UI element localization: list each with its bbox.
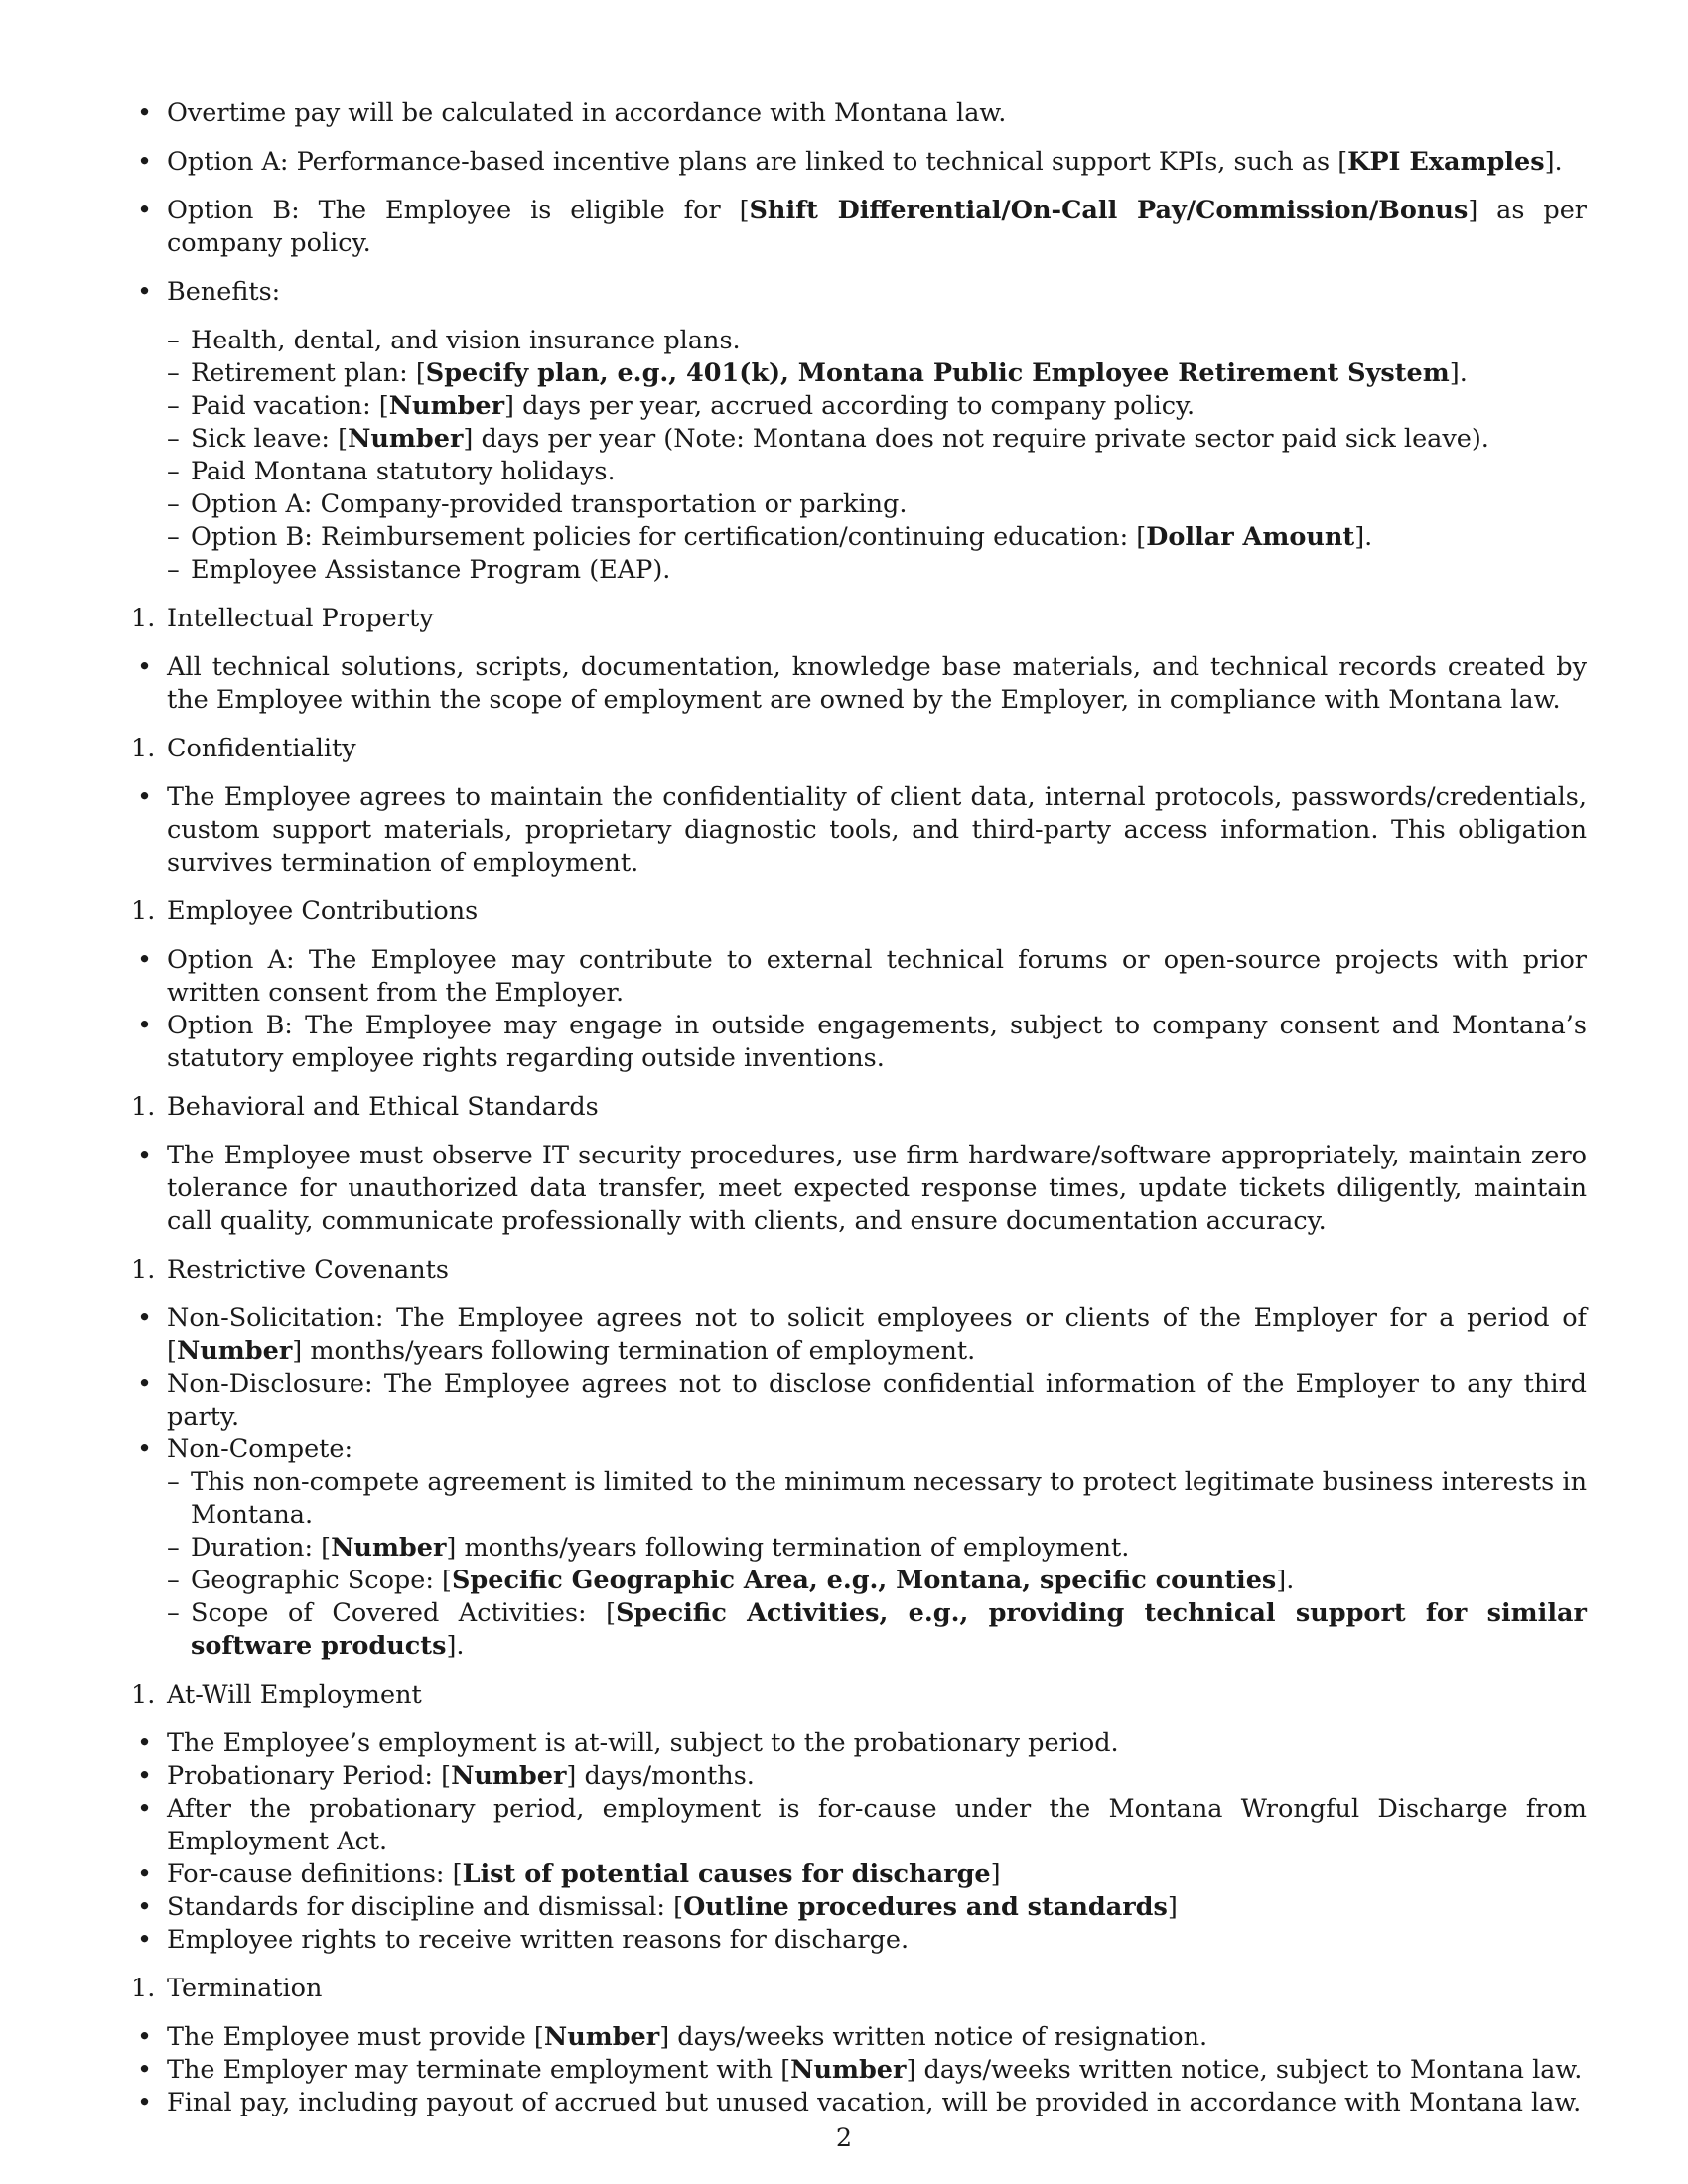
sublist-item: [131, 521, 1587, 554]
sublist-item: [131, 488, 1587, 521]
placeholder-field: Number: [331, 1533, 447, 1563]
text: ] months/years following termination of employment.: [446, 1533, 1130, 1563]
restrictive-list: [131, 1302, 1587, 1663]
sublist-item: [131, 1532, 1587, 1565]
sublist-item: [131, 390, 1587, 423]
compensation-list: [131, 97, 1587, 587]
at-will-group: [131, 1727, 1587, 1957]
text: Retirement plan: [: [191, 358, 426, 388]
benefits-label: Benefits:: [167, 277, 281, 307]
placeholder-field: Number: [176, 1336, 293, 1366]
list-item: [131, 944, 1587, 1010]
text: Option B: The Employee is eligible for [: [167, 196, 750, 225]
text: The Employee must observe IT security procedures, use firm hardware/software appropriately, maintain zero tolerance for unauthorized data transfer, meet expected response times, update tickets diligently, maintain call quality, communicate professionally with clients, and ensure documentation accuracy.: [167, 1141, 1587, 1236]
text: Paid Montana statutory holidays.: [191, 457, 616, 486]
section-number: 1.: [131, 1092, 156, 1122]
sublist-item: [131, 423, 1587, 456]
text: ] days/months.: [566, 1761, 755, 1791]
termination-list: [131, 2021, 1587, 2119]
section-title: Restrictive Covenants: [167, 1255, 449, 1285]
sublist-item: [131, 357, 1587, 390]
page-number: 2: [835, 2123, 853, 2153]
overtime-text: Overtime pay will be calculated in accordance with Montana law.: [167, 98, 1007, 128]
sublist-item: [131, 456, 1587, 488]
section-number: 1.: [131, 604, 156, 633]
placeholder-field: Specific Geographic Area, e.g., Montana, specific counties: [451, 1566, 1277, 1595]
section-heading-restrictive: [131, 1254, 1587, 1287]
text: The Employee must provide [: [167, 2022, 544, 2052]
section-heading-behavioral: [131, 1091, 1587, 1124]
text: ].: [1354, 522, 1373, 552]
at-will-list: [131, 1727, 1587, 1957]
section-number: 1.: [131, 896, 156, 926]
text: ] days/weeks written notice of resignation.: [659, 2022, 1208, 2052]
text: The Employee agrees to maintain the confidentiality of client data, internal protocols, passwords/credentials, custom support materials, proprietary diagnostic tools, and third-party access information. This obligation survives termination of employment.: [167, 782, 1587, 878]
list-item: [131, 2087, 1587, 2119]
placeholder-field: Shift Differential/On-Call Pay/Commission/Bonus: [749, 196, 1469, 225]
text: ].: [1449, 358, 1468, 388]
text: Standards for discipline and dismissal: [: [167, 1892, 684, 1922]
text: Non-Disclosure: The Employee agrees not to disclose confidential information of the Employer to any third party.: [167, 1369, 1587, 1432]
section-title: Confidentiality: [167, 734, 356, 763]
text: ].: [446, 1631, 465, 1661]
placeholder-field: List of potential causes for discharge: [462, 1859, 991, 1889]
sublist-item: [131, 1466, 1587, 1532]
text: Geographic Scope: [: [191, 1566, 452, 1595]
sublist-item: [131, 554, 1587, 587]
text: ].: [1544, 147, 1563, 177]
text: Duration: [: [191, 1533, 332, 1563]
page-content: [131, 97, 1587, 2119]
text: Non-Solicitation: The Employee agrees not to solicit employees or clients of the Employer for a period of [: [167, 1303, 1587, 1366]
list-item: [131, 1368, 1587, 1433]
sublist-item: [131, 1565, 1587, 1597]
section-title: Intellectual Property: [167, 604, 434, 633]
placeholder-field: Specific Activities, e.g., providing technical support for similar software products: [191, 1598, 1587, 1661]
section-heading-at-will: [131, 1679, 1587, 1711]
list-item: [131, 1727, 1587, 1760]
text: For-cause definitions: [: [167, 1859, 463, 1889]
placeholder-field: KPI Examples: [1347, 147, 1545, 177]
section-heading-contributions: [131, 895, 1587, 928]
restrictive-group: [131, 1302, 1587, 1663]
benefits-sublist: [167, 325, 1587, 587]
placeholder-field: Dollar Amount: [1146, 522, 1355, 552]
list-item: [131, 1924, 1587, 1957]
ip-list: [131, 651, 1587, 717]
list-item: [131, 1140, 1587, 1238]
text: Probationary Period: [: [167, 1761, 452, 1791]
text: Option B: The Employee may engage in outside engagements, subject to company consent and Montana’s statutory employee rights regarding outside inventions.: [167, 1011, 1587, 1073]
placeholder-field: Number: [451, 1761, 567, 1791]
text: After the probationary period, employment is for-cause under the Montana Wrongful Discharge from Employment Act.: [167, 1794, 1587, 1856]
list-item: [131, 1891, 1587, 1924]
text: ] as per company policy.: [167, 196, 1587, 258]
section-title: At-Will Employment: [167, 1680, 422, 1709]
text: ]: [990, 1859, 1001, 1889]
sublist-item: [131, 325, 1587, 357]
text: All technical solutions, scripts, documentation, knowledge base materials, and technical records created by the Employee within the scope of employment are owned by the Employer, in compliance with Montana law.: [167, 652, 1587, 715]
placeholder-field: Outline procedures and standards: [683, 1892, 1168, 1922]
list-item: [131, 146, 1587, 179]
text: ]: [1167, 1892, 1178, 1922]
placeholder-field: Number: [543, 2022, 660, 2052]
sublist-item: [131, 1597, 1587, 1663]
text: Option A: Company-provided transportation or parking.: [191, 489, 908, 519]
confidentiality-list: [131, 781, 1587, 880]
behavioral-list: [131, 1140, 1587, 1238]
text: Employee Assistance Program (EAP).: [191, 555, 671, 585]
noncompete-sublist: [167, 1466, 1587, 1663]
section-heading-ip: [131, 603, 1587, 635]
section-number: 1.: [131, 734, 156, 763]
list-item-benefits: [131, 276, 1587, 587]
list-item: [131, 1302, 1587, 1368]
text: Scope of Covered Activities: [: [191, 1598, 617, 1628]
text: Employee rights to receive written reasons for discharge.: [167, 1925, 910, 1955]
list-item: [131, 1858, 1587, 1891]
text: ].: [1276, 1566, 1295, 1595]
contributions-list: [131, 944, 1587, 1075]
text: The Employee’s employment is at-will, subject to the probationary period.: [167, 1728, 1119, 1758]
section-title: Behavioral and Ethical Standards: [167, 1092, 599, 1122]
list-item: [131, 781, 1587, 880]
list-item: [131, 2054, 1587, 2087]
list-item: [131, 2021, 1587, 2054]
noncompete-label: Non-Compete:: [167, 1434, 353, 1464]
text: ] months/years following termination of employment.: [292, 1336, 976, 1366]
section-number: 1.: [131, 1974, 156, 2003]
text: Option A: Performance-based incentive plans are linked to technical support KPIs, such as [: [167, 147, 1348, 177]
placeholder-field: Number: [388, 391, 505, 421]
text: Option A: The Employee may contribute to external technical forums or open-source projects with prior written consent from the Employer.: [167, 945, 1587, 1008]
text: Final pay, including payout of accrued but unused vacation, will be provided in accordance with Montana law.: [167, 2088, 1582, 2117]
text: Sick leave: [: [191, 424, 349, 454]
section-heading-termination: [131, 1973, 1587, 2005]
section-number: 1.: [131, 1255, 156, 1285]
text: Paid vacation: [: [191, 391, 389, 421]
placeholder-field: Number: [790, 2055, 907, 2085]
text: ] days per year (Note: Montana does not require private sector paid sick leave).: [463, 424, 1489, 454]
text: This non-compete agreement is limited to the minimum necessary to protect legitimate business interests in Montana.: [191, 1467, 1587, 1530]
section-title: Employee Contributions: [167, 896, 479, 926]
list-item: [131, 1760, 1587, 1793]
placeholder-field: Number: [348, 424, 464, 454]
text: Option B: Reimbursement policies for certification/continuing education: [: [191, 522, 1147, 552]
text: ] days/weeks written notice, subject to Montana law.: [906, 2055, 1583, 2085]
text: Health, dental, and vision insurance plans.: [191, 326, 741, 355]
list-item: [131, 97, 1587, 130]
section-number: 1.: [131, 1680, 156, 1709]
list-item-noncompete: [131, 1433, 1587, 1663]
text: The Employer may terminate employment with [: [167, 2055, 791, 2085]
list-item: [131, 651, 1587, 717]
list-item: [131, 1793, 1587, 1858]
text: ] days per year, accrued according to company policy.: [504, 391, 1196, 421]
contributions-group: [131, 944, 1587, 1075]
list-item: [131, 195, 1587, 260]
section-heading-confidentiality: [131, 733, 1587, 765]
list-item: [131, 1010, 1587, 1075]
section-title: Termination: [167, 1974, 323, 2003]
placeholder-field: Specify plan, e.g., 401(k), Montana Public Employee Retirement System: [425, 358, 1450, 388]
